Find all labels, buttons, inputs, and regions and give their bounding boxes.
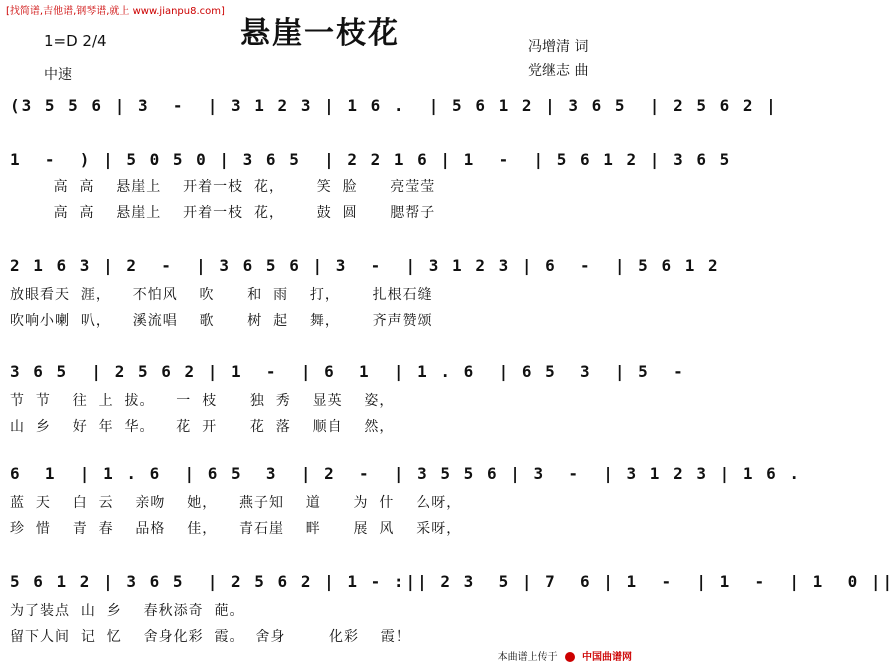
song-title: 悬崖一枝花 bbox=[240, 16, 400, 51]
tempo-marking: 中速 bbox=[44, 67, 72, 83]
notation-row: (3 5 5 6 | 3 - | 3 1 2 3 | 1 6 . | 5 6 1 2 | 3 6 5 | 2 5 6 2 | bbox=[10, 96, 778, 115]
key-signature: 1=D 2/4 bbox=[44, 32, 107, 50]
notation-row: 3 6 5 | 2 5 6 2 | 1 - | 6 1 | 1 . 6 | 6 5 3 | 5 - bbox=[10, 362, 685, 381]
site-footer bbox=[498, 648, 632, 663]
footer-brand: 中国曲谱网 bbox=[582, 652, 632, 663]
lyrics-verse-1: 高 高 悬崖上 开着一枝 花， 笑 脸 亮莹莹 bbox=[10, 179, 436, 195]
lyrics-verse-1: 蓝 天 白 云 亲吻 她， 燕子知 道 为 什 么呀， bbox=[10, 495, 462, 511]
notation-row: 1 - ) | 5 0 5 0 | 3 6 5 | 2 2 1 6 | 1 - | 5 6 1 2 | 3 6 5 bbox=[10, 150, 732, 169]
footer-text: 本曲谱上传于 bbox=[497, 652, 558, 663]
notation-row: 2 1 6 3 | 2 - | 3 6 5 6 | 3 - | 3 1 2 3 | 6 - | 5 6 1 2 bbox=[10, 256, 720, 275]
lyrics-verse-1: 放眼看天 涯， 不怕风 吹 和 雨 打， 扎根石缝 bbox=[10, 287, 433, 303]
lyrics-verse-2: 吹响小喇 叭， 溪流唱 歌 树 起 舞， 齐声赞颂 bbox=[10, 313, 433, 329]
lyricist-credit: 冯增清 词 bbox=[528, 39, 589, 55]
lyrics-verse-1: 节 节 往 上 拔。 一 枝 独 秀 显英 姿， bbox=[10, 393, 395, 409]
lyrics-verse-1: 为了装点 山 乡 春秋添奇 葩。 bbox=[10, 603, 245, 619]
notation-row: 6 1 | 1 . 6 | 6 5 3 | 2 - | 3 5 5 6 | 3 - | 3 1 2 3 | 1 6 . bbox=[10, 464, 802, 483]
watermark: [找简谱,吉他谱,钢琴谱,就上 www.jianpu8.com] bbox=[6, 6, 225, 17]
lyrics-verse-2: 山 乡 好 年 华。 花 开 花 落 顺自 然， bbox=[10, 419, 395, 435]
composer-credit: 党继志 曲 bbox=[528, 63, 589, 79]
site-logo-icon bbox=[565, 652, 575, 662]
notation-row: 5 6 1 2 | 3 6 5 | 2 5 6 2 | 1 - :|| 2 3 5 | 7 6 | 1 - | 1 - | 1 0 || bbox=[10, 572, 894, 591]
lyrics-verse-2: 留下人间 记 忆 舍身化彩 霞。 舍身 化彩 霞！ bbox=[10, 629, 411, 645]
lyrics-verse-2: 高 高 悬崖上 开着一枝 花， 鼓 圆 腮帮子 bbox=[10, 205, 436, 221]
lyrics-verse-2: 珍 惜 青 春 品格 佳， 青石崖 畔 展 风 采呀， bbox=[10, 521, 462, 537]
